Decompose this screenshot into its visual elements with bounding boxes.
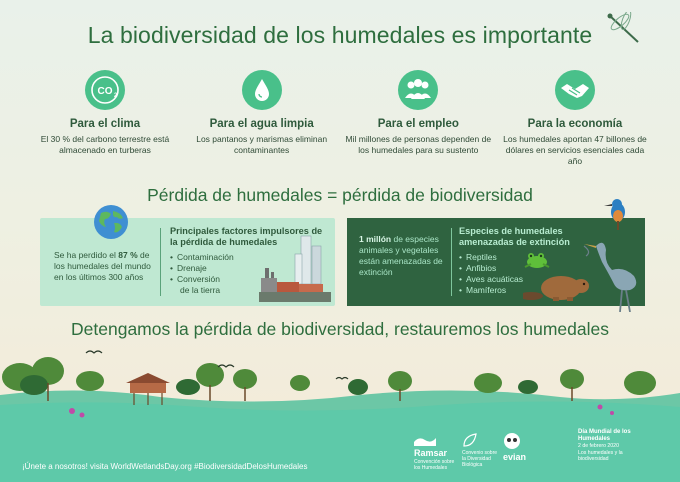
list-item: • Aves acuáticas (459, 274, 609, 285)
species-heading: Especies de humedales amenazadas de extinción (459, 226, 570, 248)
benefit-jobs (343, 70, 493, 167)
divider (451, 228, 452, 296)
kingfisher-icon (603, 197, 633, 231)
benefit-title: Para la economía (527, 118, 623, 130)
leaf-icon (462, 432, 478, 448)
list-item: • Contaminación (170, 252, 330, 263)
section-subtitle: Pérdida de humedales = pérdida de biodiversidad (147, 185, 533, 205)
svg-text:CO: CO (97, 86, 113, 97)
factors-heading: Principales factores impulsores de la pérdida de humedales (170, 226, 323, 248)
wetland-landscape-illustration (0, 335, 680, 427)
evian-logo: evian (503, 432, 555, 463)
page-title: La biodiversidad de los humedales es importante (87, 22, 593, 48)
dragonfly-icon (604, 12, 644, 46)
benefits-row (30, 70, 650, 167)
list-item: • Anfibios (459, 263, 609, 274)
benefit-clean-water (187, 70, 337, 167)
beaver-icon (523, 270, 593, 304)
footer (0, 424, 680, 482)
benefit-text: Mil millones de personas dependen de los humedales para su sustento (345, 134, 492, 156)
benefit-title: Para el clima (69, 118, 141, 130)
water-drop-icon (242, 70, 282, 110)
list-item-continuation: de la tierra (180, 285, 221, 296)
benefit-climate (30, 70, 180, 167)
people-icon (398, 70, 438, 110)
svg-text:2: 2 (114, 93, 118, 99)
benefit-text: Los humedales aportan 47 billones de dólares en servicios esenciales cada año (503, 134, 647, 167)
frog-icon (523, 251, 551, 269)
wetland-loss-text: Se ha perdido el 87 % de los humedales del mundo en los últimos 300 años (54, 250, 151, 283)
benefit-title: Para el agua limpia (209, 118, 314, 130)
cbd-logo: Convenio sobre la Diversidad Biológica (462, 432, 502, 468)
list-item: • Reptiles (459, 252, 609, 263)
co2-icon (85, 70, 125, 110)
list-item: • Conversión (170, 274, 330, 285)
benefit-text: Los pantanos y marismas eliminan contaminantes (196, 134, 328, 156)
benefit-title: Para el empleo (377, 118, 459, 130)
world-wetlands-day-logo: Día Mundial de los Humedales 2 de febrero 2020 Los humedales y la biodiversidad (578, 429, 631, 462)
list-item: • Drenaje (170, 263, 330, 274)
benefit-economy (500, 70, 650, 167)
benefit-text: El 30 % del carbono terrestre está almacenado en turberas (40, 134, 170, 156)
list-item: • Mamíferos (459, 285, 609, 296)
factory-illustration (259, 230, 331, 302)
divider (160, 228, 161, 296)
ramsar-icon (414, 432, 436, 446)
ramsar-logo: Ramsar Convención sobre los Humedales (414, 432, 458, 471)
wwf-panda-icon (503, 432, 521, 450)
wetland-loss-box (40, 218, 335, 306)
globe-icon (93, 204, 129, 240)
call-to-action: Detengamos la pérdida de biodiversidad, restauremos los humedales (71, 319, 609, 339)
threat-text: 1 millón de especies animales y vegetales están amenazadas de extinción (359, 234, 443, 278)
handshake-icon (555, 70, 595, 110)
join-hashtag-text: ¡Únete a nosotros! visita WorldWetlandsDay.org #BiodiversidadDelosHumedales (22, 462, 308, 471)
